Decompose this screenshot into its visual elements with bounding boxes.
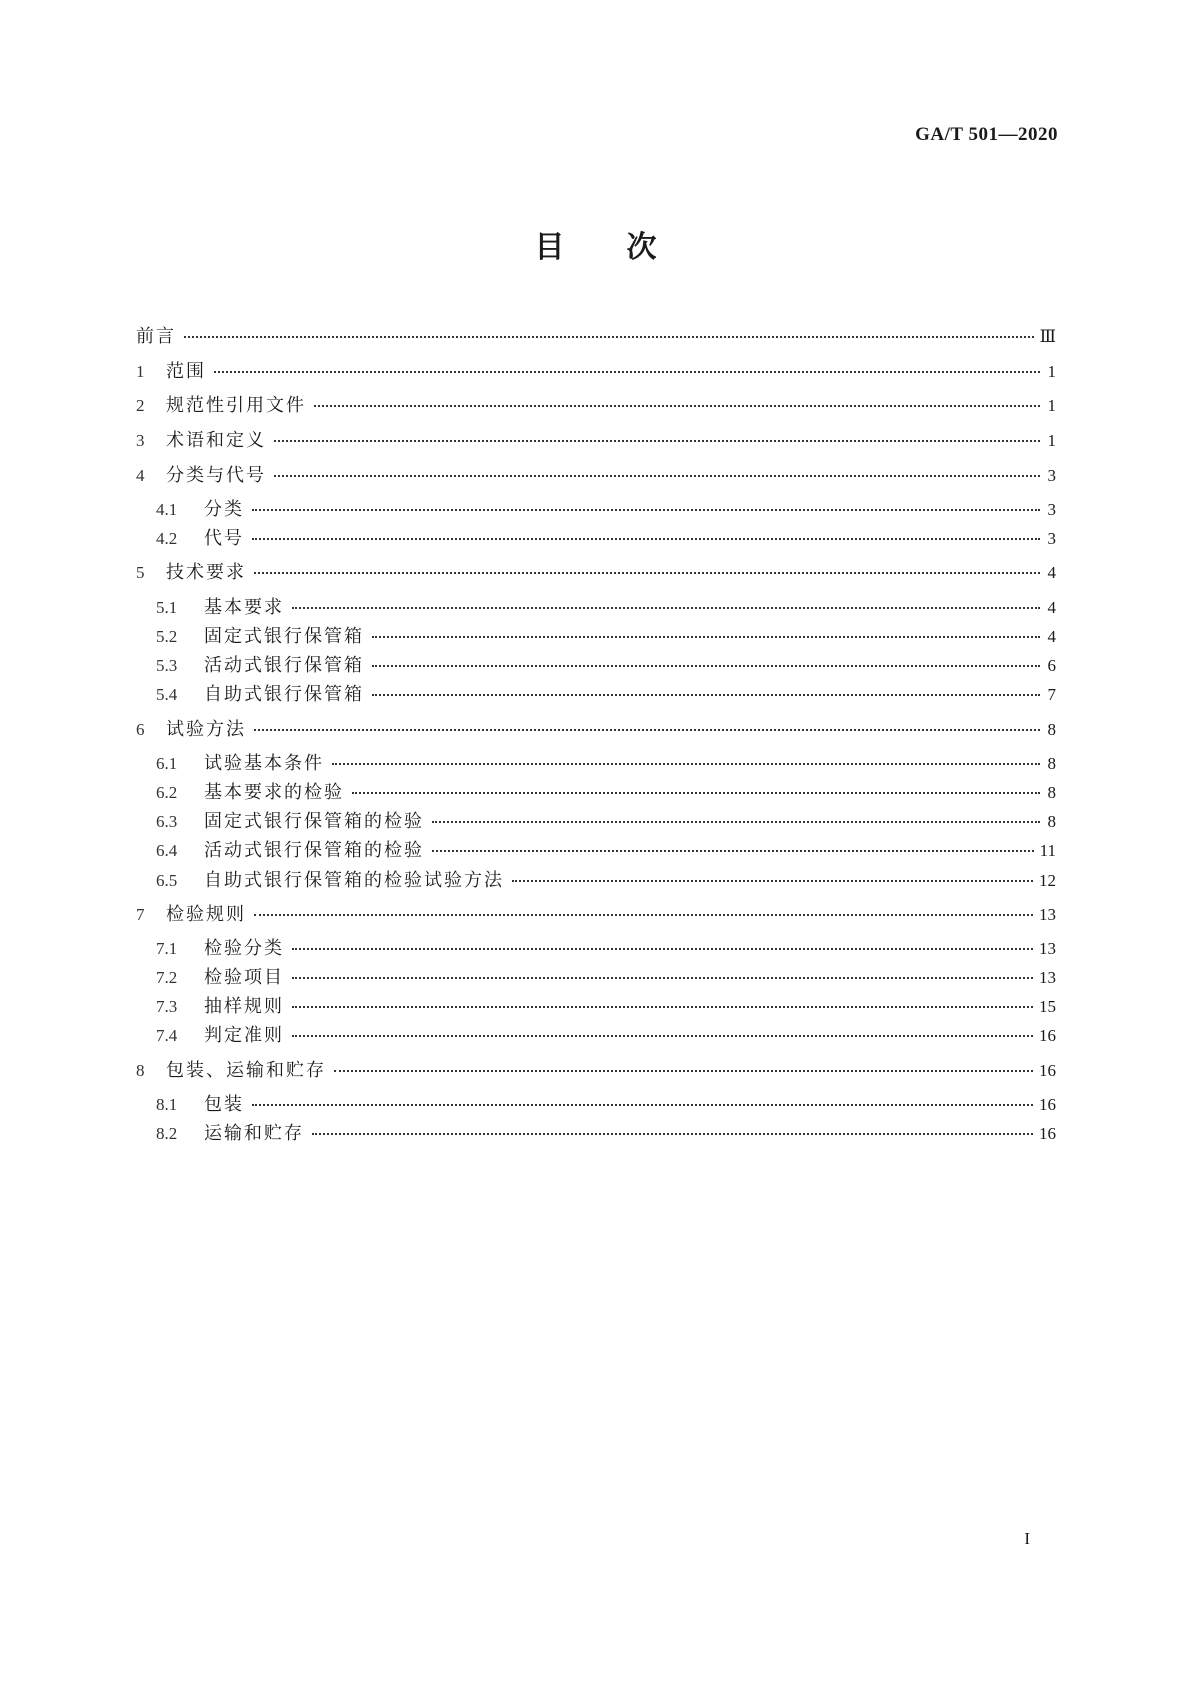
toc-entry-number: 4.1 xyxy=(156,500,178,519)
toc-entry-page: 3 xyxy=(1047,466,1056,485)
title-char-1: 目 xyxy=(534,230,565,265)
toc-entry-label: 术语和定义 xyxy=(166,430,266,451)
toc-leader-dots xyxy=(252,1104,1033,1106)
toc-leader-dots xyxy=(372,694,1040,696)
toc-entry-label: 分类与代号 xyxy=(166,465,266,486)
toc-entry-label: 检验项目 xyxy=(204,967,284,988)
toc-entry-number: 5.3 xyxy=(156,656,178,675)
toc-entry-label: 判定准则 xyxy=(204,1025,284,1046)
toc-entry-page: 4 xyxy=(1047,627,1056,646)
toc-entry[interactable] xyxy=(156,840,1056,862)
toc-entry[interactable] xyxy=(156,626,1056,648)
toc-entry-label: 分类 xyxy=(204,499,244,520)
toc-entry-page: 11 xyxy=(1039,841,1056,860)
toc-entry[interactable] xyxy=(156,996,1056,1018)
toc-entry-page: 8 xyxy=(1047,812,1056,831)
toc-entry-label: 包装 xyxy=(204,1094,244,1115)
toc-leader-dots xyxy=(254,572,1040,574)
toc-entry-page: 1 xyxy=(1047,431,1056,450)
toc-entry[interactable] xyxy=(156,1123,1056,1145)
toc-entry[interactable] xyxy=(156,870,1056,892)
toc-leader-dots xyxy=(292,948,1033,950)
toc-entry-number: 3 xyxy=(136,431,145,450)
toc-entry-number: 8.2 xyxy=(156,1124,178,1143)
toc-entry-number: 6 xyxy=(136,720,145,739)
toc-entry-number: 7 xyxy=(136,905,145,924)
toc-entry-label: 试验方法 xyxy=(166,719,246,740)
toc-entry[interactable] xyxy=(136,361,1056,383)
toc-entry-label: 运输和贮存 xyxy=(204,1123,304,1144)
toc-entry-number: 5 xyxy=(136,563,145,582)
toc-entry[interactable] xyxy=(136,430,1056,452)
toc-entry-label: 范围 xyxy=(166,361,206,382)
toc-leader-dots xyxy=(184,336,1034,338)
toc-entry-number: 6.2 xyxy=(156,783,178,802)
toc-entry-number: 6.3 xyxy=(156,812,178,831)
toc-entry-label: 包装、运输和贮存 xyxy=(166,1060,326,1081)
toc-entry[interactable] xyxy=(136,465,1056,487)
toc-entry-label: 活动式银行保管箱 xyxy=(204,655,364,676)
toc-entry-page: 13 xyxy=(1039,905,1056,924)
toc-entry-page: 16 xyxy=(1039,1026,1056,1045)
toc-entry[interactable] xyxy=(136,719,1056,741)
toc-leader-dots xyxy=(254,729,1040,731)
toc-leader-dots xyxy=(432,850,1034,852)
toc-entry-page: 15 xyxy=(1039,997,1056,1016)
toc-entry[interactable] xyxy=(136,326,1056,348)
toc-leader-dots xyxy=(274,475,1040,477)
toc-entry-page: Ⅲ xyxy=(1039,327,1056,346)
toc-entry-label: 基本要求 xyxy=(204,597,284,618)
toc-leader-dots xyxy=(292,1035,1033,1037)
toc-entry-number: 5.4 xyxy=(156,685,178,704)
toc-entry-label: 检验规则 xyxy=(166,904,246,925)
toc-leader-dots xyxy=(334,1070,1033,1072)
toc-entry-page: 3 xyxy=(1047,500,1056,519)
toc-entry[interactable] xyxy=(156,499,1056,521)
toc-leader-dots xyxy=(332,763,1040,765)
toc-entry[interactable] xyxy=(156,811,1056,833)
toc-entry-label: 抽样规则 xyxy=(204,996,284,1017)
toc-entry-number: 5.1 xyxy=(156,598,178,617)
toc-entry-page: 1 xyxy=(1047,362,1056,381)
toc-entry-page: 7 xyxy=(1047,685,1056,704)
toc-entry[interactable] xyxy=(136,562,1056,584)
toc-entry-page: 8 xyxy=(1047,754,1056,773)
toc-entry-number: 5.2 xyxy=(156,627,178,646)
toc-leader-dots xyxy=(254,914,1033,916)
toc-entry-label: 活动式银行保管箱的检验 xyxy=(204,840,424,861)
toc-leader-dots xyxy=(292,977,1033,979)
title-char-2: 次 xyxy=(626,230,657,265)
toc-entry-label: 代号 xyxy=(204,528,244,549)
toc-entry-page: 8 xyxy=(1047,783,1056,802)
toc-entry-number: 7.1 xyxy=(156,939,178,958)
page-number: I xyxy=(1024,1529,1030,1548)
toc-leader-dots xyxy=(372,636,1040,638)
toc-leader-dots xyxy=(252,538,1040,540)
toc-leader-dots xyxy=(432,821,1040,823)
toc-entry-page: 8 xyxy=(1047,720,1056,739)
toc-leader-dots xyxy=(274,440,1040,442)
toc-entry[interactable] xyxy=(156,938,1056,960)
toc-entry-number: 8 xyxy=(136,1061,145,1080)
toc-entry-page: 4 xyxy=(1047,598,1056,617)
toc-entry-page: 3 xyxy=(1047,529,1056,548)
toc-entry-label: 技术要求 xyxy=(166,562,246,583)
toc-entry[interactable] xyxy=(136,395,1056,417)
toc-entry-page: 13 xyxy=(1039,968,1056,987)
toc-entry-number: 7.2 xyxy=(156,968,178,987)
toc-entry[interactable] xyxy=(156,1094,1056,1116)
toc-leader-dots xyxy=(214,371,1040,373)
toc-entry-page: 16 xyxy=(1039,1061,1056,1080)
toc-entry-page: 12 xyxy=(1039,871,1056,890)
toc-entry[interactable] xyxy=(156,782,1056,804)
toc-entry-number: 7.3 xyxy=(156,997,178,1016)
toc-entry-number: 4 xyxy=(136,466,145,485)
toc-entry-number: 7.4 xyxy=(156,1026,178,1045)
toc-leader-dots xyxy=(292,607,1040,609)
toc-entry[interactable] xyxy=(156,967,1056,989)
toc-entry-page: 6 xyxy=(1047,656,1056,675)
toc-entry-label: 规范性引用文件 xyxy=(166,395,306,416)
toc-leader-dots xyxy=(512,880,1033,882)
toc-entry-page: 16 xyxy=(1039,1124,1056,1143)
toc-entry-page: 13 xyxy=(1039,939,1056,958)
toc-leader-dots xyxy=(314,405,1040,407)
toc-entry-label: 前言 xyxy=(136,326,176,347)
toc-entry-label: 固定式银行保管箱 xyxy=(204,626,364,647)
toc-leader-dots xyxy=(292,1006,1033,1008)
toc-entry-page: 4 xyxy=(1047,563,1056,582)
toc-entry-page: 1 xyxy=(1047,396,1056,415)
toc-entry[interactable] xyxy=(156,684,1056,706)
toc-entry-number: 6.5 xyxy=(156,871,178,890)
toc-leader-dots xyxy=(312,1133,1033,1135)
toc-entry-number: 6.1 xyxy=(156,754,178,773)
toc-entry-label: 检验分类 xyxy=(204,938,284,959)
toc-entry-label: 自助式银行保管箱 xyxy=(204,684,364,705)
toc-entry[interactable] xyxy=(136,904,1056,926)
toc-entry-number: 6.4 xyxy=(156,841,178,860)
toc-entry[interactable] xyxy=(156,1025,1056,1047)
toc-entry[interactable] xyxy=(136,1060,1056,1082)
toc-leader-dots xyxy=(252,509,1040,511)
toc-leader-dots xyxy=(352,792,1040,794)
toc-entry-label: 基本要求的检验 xyxy=(204,782,344,803)
toc-entry-label: 自助式银行保管箱的检验试验方法 xyxy=(204,870,504,891)
standard-code: GA/T 501—2020 xyxy=(915,124,1058,145)
toc-leader-dots xyxy=(372,665,1040,667)
toc-entry-number: 1 xyxy=(136,362,145,381)
toc-entry[interactable] xyxy=(156,528,1056,550)
toc-entry[interactable] xyxy=(156,655,1056,677)
toc-entry[interactable] xyxy=(156,597,1056,619)
toc-entry-number: 2 xyxy=(136,396,145,415)
toc-entry[interactable] xyxy=(156,753,1056,775)
page-title xyxy=(0,222,1191,266)
toc-entry-label: 试验基本条件 xyxy=(204,753,324,774)
toc-entry-number: 8.1 xyxy=(156,1095,178,1114)
toc-entry-page: 16 xyxy=(1039,1095,1056,1114)
toc-entry-label: 固定式银行保管箱的检验 xyxy=(204,811,424,832)
toc-entry-number: 4.2 xyxy=(156,529,178,548)
